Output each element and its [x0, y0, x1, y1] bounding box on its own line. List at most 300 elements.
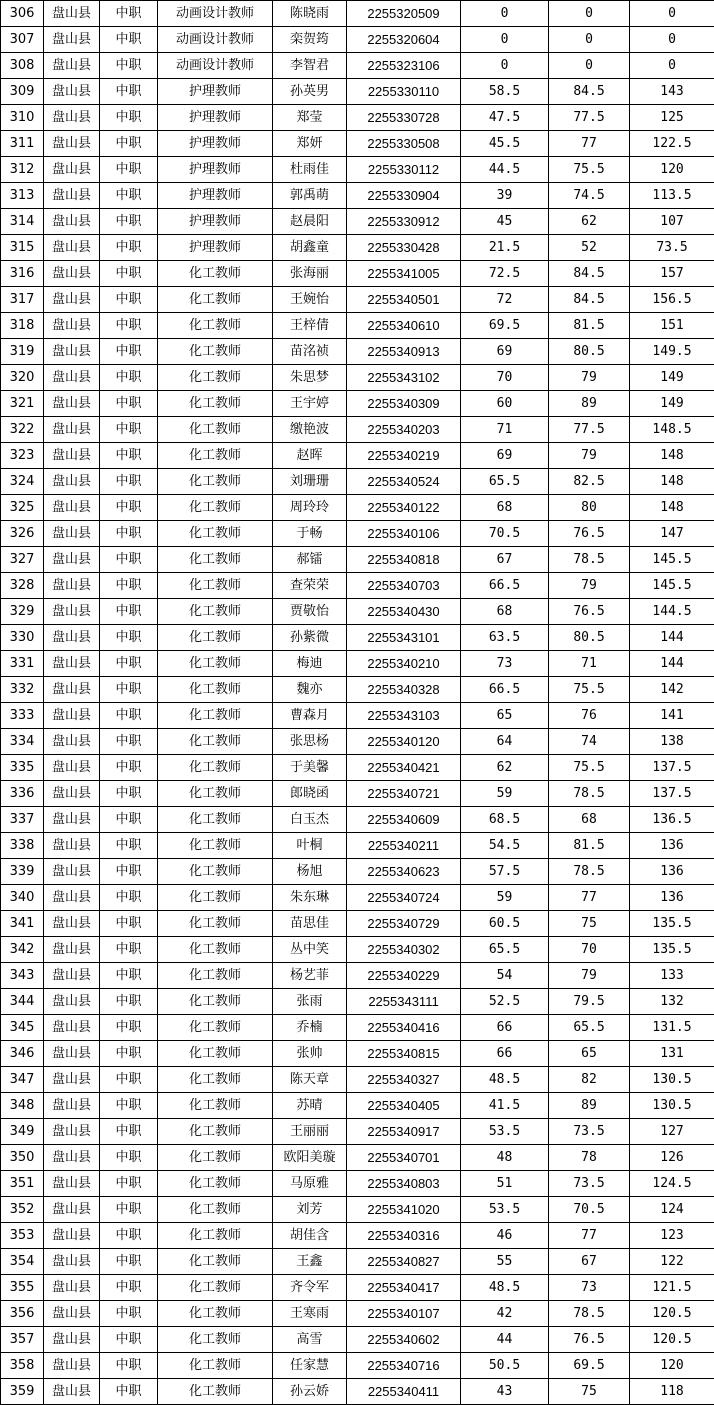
written-score-cell: 54: [461, 963, 549, 989]
name-cell: 杨旭: [273, 859, 347, 885]
written-score-cell: 0: [461, 1, 549, 27]
written-score-cell: 47.5: [461, 105, 549, 131]
interview-score-cell: 81.5: [549, 833, 630, 859]
interview-score-cell: 69.5: [549, 1353, 630, 1379]
exam-id-cell: 2255340219: [347, 443, 461, 469]
row-number: 350: [1, 1145, 44, 1171]
row-number: 327: [1, 547, 44, 573]
name-cell: 王宇婷: [273, 391, 347, 417]
county-cell: 盘山县: [44, 1067, 100, 1093]
category-cell: 中职: [100, 755, 158, 781]
total-score-cell: 144: [630, 625, 714, 651]
table-row: [1, 807, 714, 833]
category-cell: 中职: [100, 573, 158, 599]
table-row: [1, 1197, 714, 1223]
written-score-cell: 58.5: [461, 79, 549, 105]
row-number: 325: [1, 495, 44, 521]
exam-id-cell: 2255330112: [347, 157, 461, 183]
name-cell: 胡佳含: [273, 1223, 347, 1249]
interview-score-cell: 76.5: [549, 521, 630, 547]
category-cell: 中职: [100, 365, 158, 391]
category-cell: 中职: [100, 1301, 158, 1327]
position-cell: 化工教师: [158, 989, 273, 1015]
name-cell: 梅迪: [273, 651, 347, 677]
interview-score-cell: 75.5: [549, 157, 630, 183]
table-row: [1, 365, 714, 391]
row-number: 341: [1, 911, 44, 937]
interview-score-cell: 52: [549, 235, 630, 261]
written-score-cell: 52.5: [461, 989, 549, 1015]
row-number: 314: [1, 209, 44, 235]
interview-score-cell: 77: [549, 1223, 630, 1249]
total-score-cell: 121.5: [630, 1275, 714, 1301]
position-cell: 化工教师: [158, 1197, 273, 1223]
county-cell: 盘山县: [44, 1379, 100, 1405]
written-score-cell: 42: [461, 1301, 549, 1327]
row-number: 355: [1, 1275, 44, 1301]
exam-id-cell: 2255341005: [347, 261, 461, 287]
position-cell: 化工教师: [158, 1145, 273, 1171]
exam-id-cell: 2255340203: [347, 417, 461, 443]
interview-score-cell: 78: [549, 1145, 630, 1171]
category-cell: 中职: [100, 703, 158, 729]
category-cell: 中职: [100, 313, 158, 339]
category-cell: 中职: [100, 859, 158, 885]
table-row: [1, 313, 714, 339]
table-row: [1, 1119, 714, 1145]
exam-id-cell: 2255340229: [347, 963, 461, 989]
total-score-cell: 120: [630, 157, 714, 183]
exam-id-cell: 2255330508: [347, 131, 461, 157]
position-cell: 化工教师: [158, 859, 273, 885]
name-cell: 苗洺祯: [273, 339, 347, 365]
category-cell: 中职: [100, 443, 158, 469]
category-cell: 中职: [100, 989, 158, 1015]
category-cell: 中职: [100, 1197, 158, 1223]
exam-id-cell: 2255340716: [347, 1353, 461, 1379]
category-cell: 中职: [100, 1093, 158, 1119]
row-number: 336: [1, 781, 44, 807]
written-score-cell: 66: [461, 1015, 549, 1041]
category-cell: 中职: [100, 27, 158, 53]
total-score-cell: 148.5: [630, 417, 714, 443]
interview-score-cell: 78.5: [549, 1301, 630, 1327]
total-score-cell: 156.5: [630, 287, 714, 313]
position-cell: 化工教师: [158, 963, 273, 989]
exam-id-cell: 2255340106: [347, 521, 461, 547]
row-number: 338: [1, 833, 44, 859]
table-row: [1, 1067, 714, 1093]
row-number: 353: [1, 1223, 44, 1249]
row-number: 312: [1, 157, 44, 183]
table-row: [1, 443, 714, 469]
table-row: [1, 1275, 714, 1301]
exam-id-cell: 2255343103: [347, 703, 461, 729]
table-row: [1, 1249, 714, 1275]
table-row: [1, 1353, 714, 1379]
exam-id-cell: 2255320509: [347, 1, 461, 27]
written-score-cell: 44.5: [461, 157, 549, 183]
written-score-cell: 63.5: [461, 625, 549, 651]
interview-score-cell: 84.5: [549, 287, 630, 313]
exam-id-cell: 2255330428: [347, 235, 461, 261]
exam-id-cell: 2255340411: [347, 1379, 461, 1405]
total-score-cell: 126: [630, 1145, 714, 1171]
position-cell: 化工教师: [158, 521, 273, 547]
interview-score-cell: 62: [549, 209, 630, 235]
written-score-cell: 60: [461, 391, 549, 417]
category-cell: 中职: [100, 651, 158, 677]
exam-id-cell: 2255340430: [347, 599, 461, 625]
interview-score-cell: 77: [549, 885, 630, 911]
category-cell: 中职: [100, 183, 158, 209]
category-cell: 中职: [100, 1119, 158, 1145]
name-cell: 贾敬怡: [273, 599, 347, 625]
county-cell: 盘山县: [44, 79, 100, 105]
table-row: [1, 911, 714, 937]
table-row: [1, 1041, 714, 1067]
exam-id-cell: 2255340602: [347, 1327, 461, 1353]
interview-score-cell: 77: [549, 131, 630, 157]
row-number: 316: [1, 261, 44, 287]
total-score-cell: 135.5: [630, 937, 714, 963]
total-score-cell: 136: [630, 833, 714, 859]
position-cell: 化工教师: [158, 833, 273, 859]
total-score-cell: 143: [630, 79, 714, 105]
table-row: [1, 183, 714, 209]
written-score-cell: 65.5: [461, 937, 549, 963]
position-cell: 化工教师: [158, 313, 273, 339]
table-row: [1, 625, 714, 651]
name-cell: 王梓倩: [273, 313, 347, 339]
table-row: [1, 833, 714, 859]
position-cell: 化工教师: [158, 417, 273, 443]
row-number: 318: [1, 313, 44, 339]
written-score-cell: 41.5: [461, 1093, 549, 1119]
category-cell: 中职: [100, 781, 158, 807]
exam-id-cell: 2255340316: [347, 1223, 461, 1249]
interview-score-cell: 80.5: [549, 339, 630, 365]
interview-score-cell: 82: [549, 1067, 630, 1093]
county-cell: 盘山县: [44, 495, 100, 521]
category-cell: 中职: [100, 729, 158, 755]
total-score-cell: 73.5: [630, 235, 714, 261]
table-row: [1, 209, 714, 235]
name-cell: 周玲玲: [273, 495, 347, 521]
category-cell: 中职: [100, 1379, 158, 1405]
total-score-cell: 118: [630, 1379, 714, 1405]
county-cell: 盘山县: [44, 599, 100, 625]
county-cell: 盘山县: [44, 1249, 100, 1275]
county-cell: 盘山县: [44, 157, 100, 183]
position-cell: 化工教师: [158, 1301, 273, 1327]
table-row: [1, 469, 714, 495]
county-cell: 盘山县: [44, 729, 100, 755]
interview-score-cell: 75: [549, 911, 630, 937]
interview-score-cell: 84.5: [549, 261, 630, 287]
category-cell: 中职: [100, 469, 158, 495]
category-cell: 中职: [100, 79, 158, 105]
position-cell: 动画设计教师: [158, 27, 273, 53]
interview-score-cell: 78.5: [549, 859, 630, 885]
table-row: [1, 417, 714, 443]
row-number: 328: [1, 573, 44, 599]
row-number: 356: [1, 1301, 44, 1327]
position-cell: 化工教师: [158, 469, 273, 495]
interview-score-cell: 77.5: [549, 417, 630, 443]
name-cell: 缴艳波: [273, 417, 347, 443]
name-cell: 赵晨阳: [273, 209, 347, 235]
table-row: [1, 53, 714, 79]
position-cell: 护理教师: [158, 209, 273, 235]
row-number: 342: [1, 937, 44, 963]
written-score-cell: 45.5: [461, 131, 549, 157]
table-row: [1, 651, 714, 677]
interview-score-cell: 70: [549, 937, 630, 963]
total-score-cell: 144: [630, 651, 714, 677]
interview-score-cell: 76: [549, 703, 630, 729]
name-cell: 王丽丽: [273, 1119, 347, 1145]
county-cell: 盘山县: [44, 573, 100, 599]
county-cell: 盘山县: [44, 53, 100, 79]
written-score-cell: 68: [461, 495, 549, 521]
position-cell: 护理教师: [158, 105, 273, 131]
total-score-cell: 135.5: [630, 911, 714, 937]
county-cell: 盘山县: [44, 1223, 100, 1249]
row-number: 344: [1, 989, 44, 1015]
county-cell: 盘山县: [44, 27, 100, 53]
written-score-cell: 70: [461, 365, 549, 391]
category-cell: 中职: [100, 1015, 158, 1041]
county-cell: 盘山县: [44, 1145, 100, 1171]
row-number: 332: [1, 677, 44, 703]
table-body: [1, 1, 714, 1405]
interview-score-cell: 77.5: [549, 105, 630, 131]
row-number: 349: [1, 1119, 44, 1145]
total-score-cell: 113.5: [630, 183, 714, 209]
name-cell: 马原雅: [273, 1171, 347, 1197]
exam-id-cell: 2255340803: [347, 1171, 461, 1197]
category-cell: 中职: [100, 209, 158, 235]
row-number: 311: [1, 131, 44, 157]
row-number: 340: [1, 885, 44, 911]
position-cell: 化工教师: [158, 729, 273, 755]
exam-id-cell: 2255340309: [347, 391, 461, 417]
interview-score-cell: 73: [549, 1275, 630, 1301]
row-number: 324: [1, 469, 44, 495]
written-score-cell: 66: [461, 1041, 549, 1067]
county-cell: 盘山县: [44, 651, 100, 677]
table-row: [1, 963, 714, 989]
exam-id-cell: 2255340724: [347, 885, 461, 911]
total-score-cell: 157: [630, 261, 714, 287]
county-cell: 盘山县: [44, 1041, 100, 1067]
written-score-cell: 55: [461, 1249, 549, 1275]
category-cell: 中职: [100, 1067, 158, 1093]
position-cell: 护理教师: [158, 183, 273, 209]
interview-score-cell: 78.5: [549, 547, 630, 573]
written-score-cell: 69: [461, 443, 549, 469]
category-cell: 中职: [100, 625, 158, 651]
table-row: [1, 729, 714, 755]
category-cell: 中职: [100, 599, 158, 625]
county-cell: 盘山县: [44, 287, 100, 313]
county-cell: 盘山县: [44, 209, 100, 235]
position-cell: 化工教师: [158, 443, 273, 469]
interview-score-cell: 80.5: [549, 625, 630, 651]
written-score-cell: 70.5: [461, 521, 549, 547]
table-row: [1, 1093, 714, 1119]
written-score-cell: 68.5: [461, 807, 549, 833]
total-score-cell: 149: [630, 365, 714, 391]
category-cell: 中职: [100, 963, 158, 989]
row-number: 346: [1, 1041, 44, 1067]
name-cell: 王寒雨: [273, 1301, 347, 1327]
row-number: 307: [1, 27, 44, 53]
written-score-cell: 53.5: [461, 1197, 549, 1223]
total-score-cell: 0: [630, 27, 714, 53]
category-cell: 中职: [100, 1249, 158, 1275]
written-score-cell: 54.5: [461, 833, 549, 859]
category-cell: 中职: [100, 105, 158, 131]
position-cell: 化工教师: [158, 1223, 273, 1249]
exam-id-cell: 2255340818: [347, 547, 461, 573]
county-cell: 盘山县: [44, 781, 100, 807]
table-row: [1, 1301, 714, 1327]
table-row: [1, 235, 714, 261]
total-score-cell: 149.5: [630, 339, 714, 365]
table-row: [1, 755, 714, 781]
table-row: [1, 677, 714, 703]
position-cell: 化工教师: [158, 1379, 273, 1405]
written-score-cell: 72: [461, 287, 549, 313]
row-number: 310: [1, 105, 44, 131]
table-row: [1, 27, 714, 53]
table-row: [1, 105, 714, 131]
name-cell: 任家慧: [273, 1353, 347, 1379]
interview-score-cell: 76.5: [549, 599, 630, 625]
name-cell: 王婉怡: [273, 287, 347, 313]
total-score-cell: 120: [630, 1353, 714, 1379]
interview-score-cell: 81.5: [549, 313, 630, 339]
name-cell: 于美馨: [273, 755, 347, 781]
table-row: [1, 495, 714, 521]
total-score-cell: 138: [630, 729, 714, 755]
row-number: 322: [1, 417, 44, 443]
county-cell: 盘山县: [44, 833, 100, 859]
position-cell: 化工教师: [158, 391, 273, 417]
exam-id-cell: 2255340416: [347, 1015, 461, 1041]
position-cell: 化工教师: [158, 1067, 273, 1093]
county-cell: 盘山县: [44, 261, 100, 287]
name-cell: 欧阳美璇: [273, 1145, 347, 1171]
interview-score-cell: 75.5: [549, 677, 630, 703]
total-score-cell: 122: [630, 1249, 714, 1275]
county-cell: 盘山县: [44, 105, 100, 131]
row-number: 354: [1, 1249, 44, 1275]
interview-score-cell: 73.5: [549, 1171, 630, 1197]
total-score-cell: 133: [630, 963, 714, 989]
category-cell: 中职: [100, 521, 158, 547]
written-score-cell: 67: [461, 547, 549, 573]
written-score-cell: 59: [461, 885, 549, 911]
name-cell: 孙英男: [273, 79, 347, 105]
row-number: 309: [1, 79, 44, 105]
position-cell: 动画设计教师: [158, 1, 273, 27]
county-cell: 盘山县: [44, 963, 100, 989]
category-cell: 中职: [100, 885, 158, 911]
county-cell: 盘山县: [44, 1, 100, 27]
written-score-cell: 69: [461, 339, 549, 365]
name-cell: 魏亦: [273, 677, 347, 703]
total-score-cell: 148: [630, 443, 714, 469]
exam-id-cell: 2255340827: [347, 1249, 461, 1275]
interview-score-cell: 84.5: [549, 79, 630, 105]
table-row: [1, 781, 714, 807]
county-cell: 盘山县: [44, 625, 100, 651]
county-cell: 盘山县: [44, 1275, 100, 1301]
county-cell: 盘山县: [44, 807, 100, 833]
position-cell: 动画设计教师: [158, 53, 273, 79]
table-row: [1, 573, 714, 599]
table-row: [1, 703, 714, 729]
name-cell: 张雨: [273, 989, 347, 1015]
written-score-cell: 57.5: [461, 859, 549, 885]
position-cell: 化工教师: [158, 807, 273, 833]
table-row: [1, 1379, 714, 1405]
position-cell: 化工教师: [158, 365, 273, 391]
interview-score-cell: 70.5: [549, 1197, 630, 1223]
row-number: 345: [1, 1015, 44, 1041]
position-cell: 化工教师: [158, 755, 273, 781]
position-cell: 化工教师: [158, 261, 273, 287]
interview-score-cell: 73.5: [549, 1119, 630, 1145]
county-cell: 盘山县: [44, 677, 100, 703]
position-cell: 化工教师: [158, 1093, 273, 1119]
row-number: 334: [1, 729, 44, 755]
name-cell: 曹森月: [273, 703, 347, 729]
category-cell: 中职: [100, 911, 158, 937]
row-number: 313: [1, 183, 44, 209]
name-cell: 赵晖: [273, 443, 347, 469]
written-score-cell: 62: [461, 755, 549, 781]
name-cell: 郑妍: [273, 131, 347, 157]
row-number: 335: [1, 755, 44, 781]
name-cell: 刘珊珊: [273, 469, 347, 495]
total-score-cell: 130.5: [630, 1067, 714, 1093]
exam-id-cell: 2255340302: [347, 937, 461, 963]
written-score-cell: 65: [461, 703, 549, 729]
category-cell: 中职: [100, 1327, 158, 1353]
exam-id-cell: 2255340917: [347, 1119, 461, 1145]
position-cell: 化工教师: [158, 1353, 273, 1379]
written-score-cell: 65.5: [461, 469, 549, 495]
exam-id-cell: 2255340729: [347, 911, 461, 937]
county-cell: 盘山县: [44, 1301, 100, 1327]
row-number: 357: [1, 1327, 44, 1353]
exam-id-cell: 2255340211: [347, 833, 461, 859]
category-cell: 中职: [100, 417, 158, 443]
category-cell: 中职: [100, 547, 158, 573]
row-number: 343: [1, 963, 44, 989]
interview-score-cell: 82.5: [549, 469, 630, 495]
row-number: 317: [1, 287, 44, 313]
name-cell: 苏晴: [273, 1093, 347, 1119]
name-cell: 朱思梦: [273, 365, 347, 391]
interview-score-cell: 75: [549, 1379, 630, 1405]
exam-id-cell: 2255340120: [347, 729, 461, 755]
name-cell: 孙云娇: [273, 1379, 347, 1405]
